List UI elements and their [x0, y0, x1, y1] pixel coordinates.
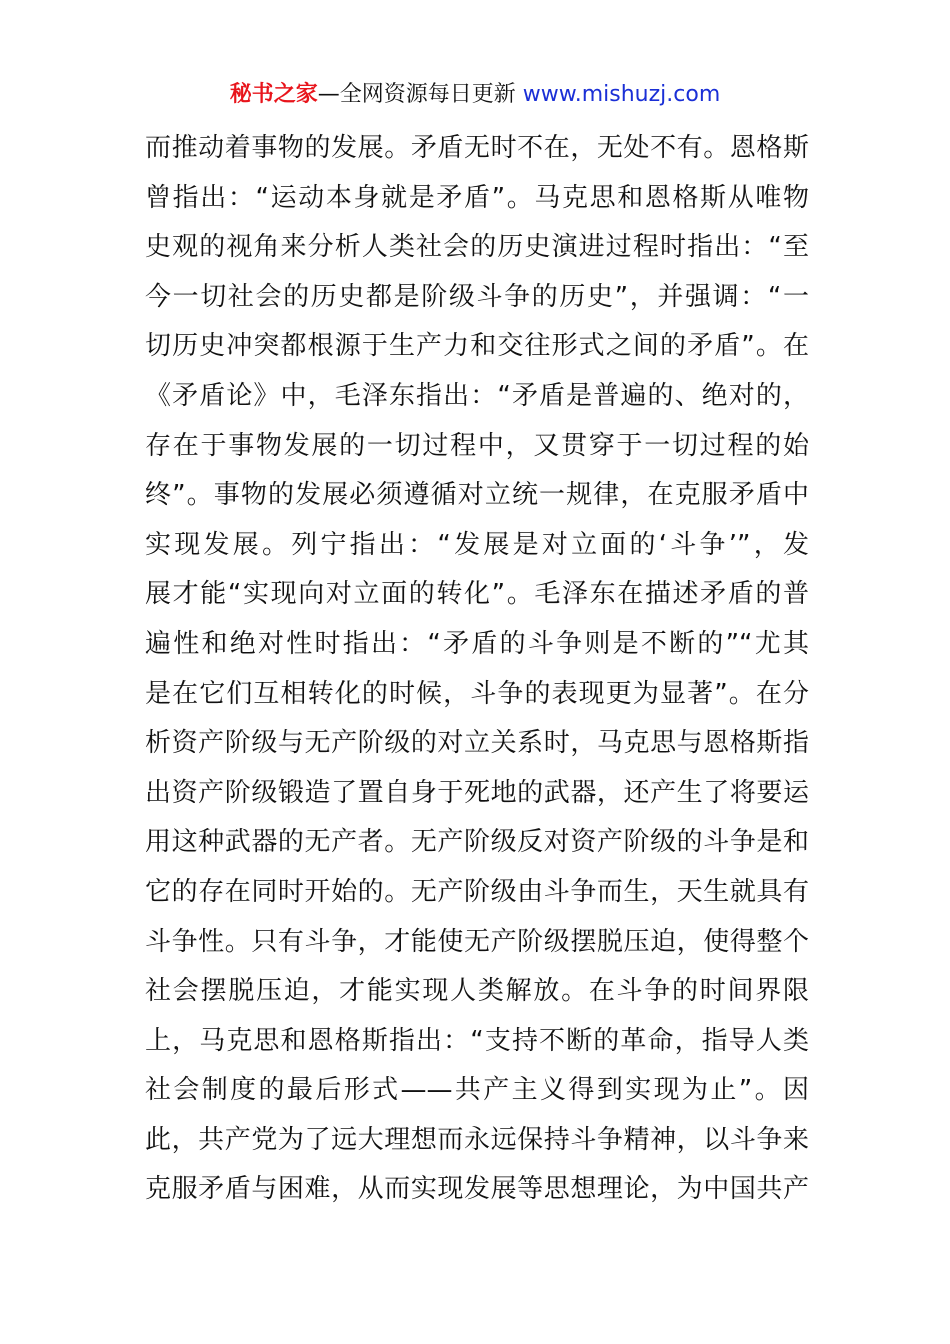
text-line: 此，共产党为了远大理想而永远保持斗争精神，以斗争来	[145, 1124, 809, 1155]
text-line: 曾指出：“运动本身就是矛盾”。马克思和恩格斯从唯物	[145, 182, 809, 213]
text-line: 《矛盾论》中，毛泽东指出：“矛盾是普遍的、绝对的，	[145, 380, 809, 411]
text-line: 用这种武器的无产者。无产阶级反对资产阶级的斗争是和	[145, 827, 809, 858]
header-tagline: —全网资源每日更新	[317, 82, 523, 107]
site-url-link[interactable]: www.mishuzj.com	[522, 82, 721, 107]
text-line: 史观的视角来分析人类社会的历史演进过程时指出：“至	[145, 232, 809, 263]
text-line: 社会摆脱压迫，才能实现人类解放。在斗争的时间界限	[145, 976, 809, 1007]
text-line: 实现发展。列宁指出：“发展是对立面的‘斗争’”，发	[145, 529, 809, 560]
text-line: 展才能“实现向对立面的转化”。毛泽东在描述矛盾的普	[145, 579, 809, 610]
text-line: 社会制度的最后形式——共产主义得到实现为止”。因	[145, 1075, 809, 1106]
text-line: 遍性和绝对性时指出：“矛盾的斗争则是不断的”“尤其	[145, 628, 809, 659]
text-line: 斗争性。只有斗争，才能使无产阶级摆脱压迫，使得整个	[145, 926, 809, 957]
text-line: 它的存在同时开始的。无产阶级由斗争而生，天生就具有	[145, 876, 809, 907]
page-header	[0, 78, 950, 112]
text-line: 析资产阶级与无产阶级的对立关系时，马克思与恩格斯指	[145, 728, 809, 759]
brand-name: 秘书之家	[229, 82, 318, 107]
text-line: 出资产阶级锻造了置自身于死地的武器，还产生了将要运	[145, 777, 809, 808]
body-paragraph	[145, 124, 809, 1215]
text-line: 存在于事物发展的一切过程中，又贯穿于一切过程的始	[145, 430, 809, 461]
text-line: 而推动着事物的发展。矛盾无时不在，无处不有。恩格斯	[145, 133, 809, 163]
text-line: 是在它们互相转化的时候，斗争的表现更为显著”。在分	[145, 678, 809, 709]
text-line: 终”。事物的发展必须遵循对立统一规律，在克服矛盾中	[145, 480, 809, 511]
text-line: 切历史冲突都根源于生产力和交往形式之间的矛盾”。在	[145, 331, 809, 362]
text-line: 上，马克思和恩格斯指出：“支持不断的革命，指导人类	[145, 1025, 809, 1056]
text-line: 克服矛盾与困难，从而实现发展等思想理论，为中国共产	[145, 1174, 809, 1205]
text-line: 今一切社会的历史都是阶级斗争的历史”，并强调：“一	[145, 281, 809, 312]
